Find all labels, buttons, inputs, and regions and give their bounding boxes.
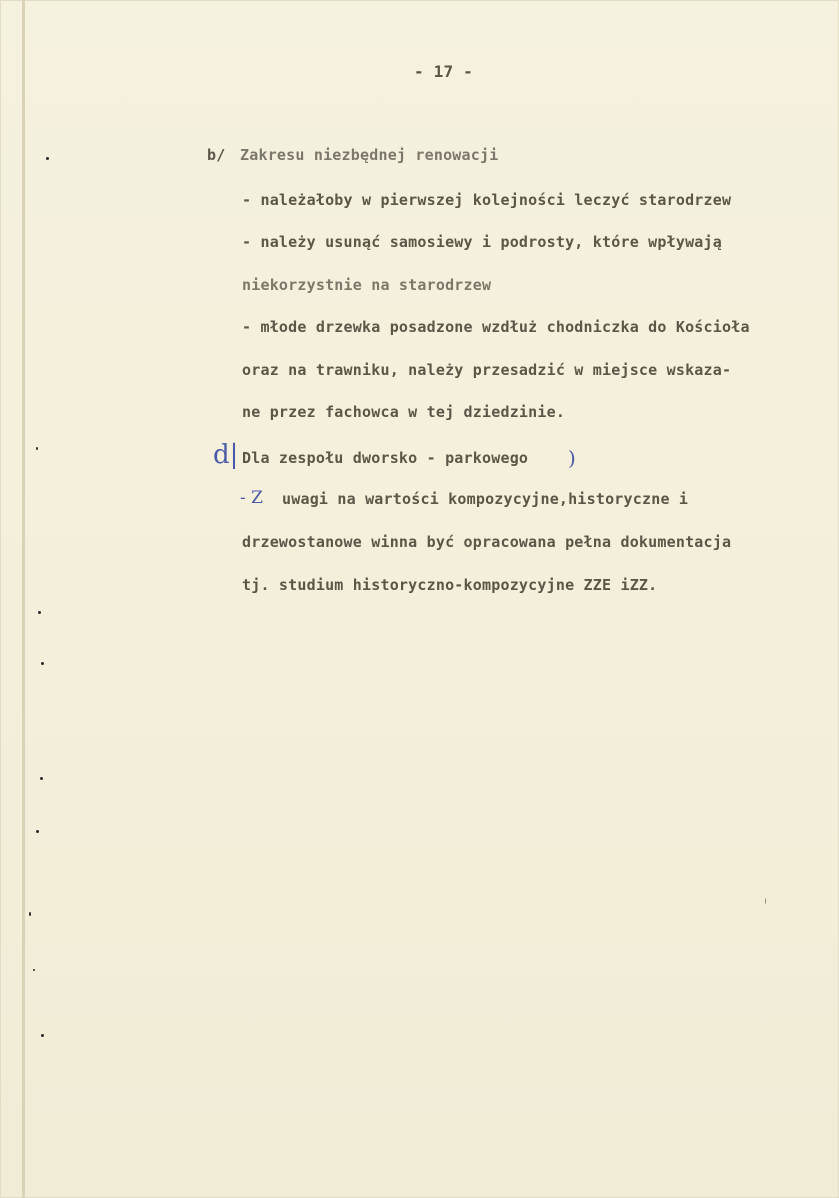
section-d-line-3: tj. studium historyczno-kompozycyjne ZZE iZZ.	[242, 576, 658, 594]
section-b-line-5: oraz na trawniku, należy przesadzić w miejsce wskaza-	[242, 361, 732, 379]
section-b-line-4: - młode drzewka posadzone wzdłuż chodniczka do Kościoła	[242, 318, 750, 336]
handwritten-prefix: - Z	[240, 488, 263, 508]
scan-speck	[38, 611, 41, 614]
scan-speck	[36, 447, 38, 450]
section-b-line-6: ne przez fachowca w tej dziedzinie.	[242, 403, 566, 421]
handwritten-paren: )	[568, 446, 576, 470]
scan-speck	[40, 777, 43, 780]
section-b-line-2: - należy usunąć samosiewy i podrosty, które wpływają	[242, 233, 722, 251]
scan-speck	[41, 1034, 44, 1037]
section-b-heading: Zakresu niezbędnej renowacji	[240, 146, 499, 164]
scan-speck	[33, 969, 35, 971]
section-b-label: b/	[207, 146, 226, 164]
scan-speck	[765, 898, 766, 904]
page-fold-edge	[22, 0, 25, 1198]
section-d-line-1: uwagi na wartości kompozycyjne,historyczne i	[282, 490, 689, 508]
scan-speck	[41, 662, 44, 665]
section-d-line-2: drzewostanowe winna być opracowana pełna dokumentacja	[242, 533, 732, 551]
scan-speck	[46, 157, 49, 160]
handwritten-section-label: d|	[213, 440, 239, 470]
section-b-line-1: - należałoby w pierwszej kolejności leczyć starodrzew	[242, 191, 732, 209]
scan-speck	[36, 830, 39, 833]
page-number: - 17 -	[414, 62, 473, 81]
section-d-heading: Dla zespołu dworsko - parkowego	[242, 449, 529, 467]
scan-speck	[29, 912, 31, 916]
section-b-line-3: niekorzystnie na starodrzew	[242, 276, 492, 294]
